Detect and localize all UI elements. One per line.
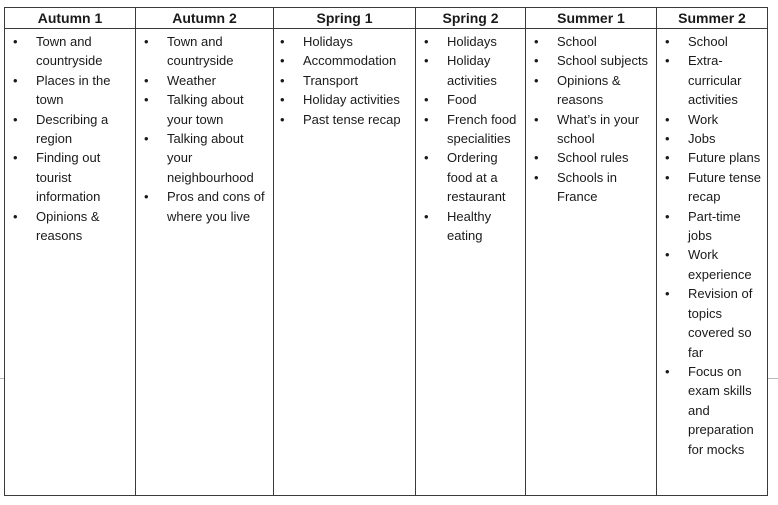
- topic-item: • Jobs: [688, 129, 763, 148]
- topic-item: • Finding out tourist information: [36, 148, 129, 206]
- topic-item: • Work: [688, 110, 763, 129]
- topic-list-autumn-2: [167, 29, 269, 226]
- topic-item: • Opinions & reasons: [36, 207, 129, 246]
- topic-item: • School: [557, 32, 652, 51]
- topics-cell-spring-1: [274, 29, 416, 496]
- topics-cell-autumn-1: [5, 29, 136, 496]
- topic-item: • Transport: [303, 71, 411, 90]
- topic-item: • School rules: [557, 148, 652, 167]
- topic-item: • Ordering food at a restaurant: [447, 148, 521, 206]
- topic-item: • Places in the town: [36, 71, 129, 110]
- topic-item: • Past tense recap: [303, 110, 411, 129]
- topic-item: • Town and countryside: [36, 32, 129, 71]
- column-heading-autumn-1: Autumn 1: [5, 8, 136, 29]
- topic-item: • Holiday activities: [447, 51, 521, 90]
- column-heading-spring-1: Spring 1: [274, 8, 416, 29]
- topic-item: • Pros and cons of where you live: [167, 187, 269, 226]
- topic-item: • Holidays: [303, 32, 411, 51]
- column-heading-summer-1: Summer 1: [526, 8, 657, 29]
- header-row: [5, 8, 768, 29]
- topic-item: • Extra-curricular activities: [688, 51, 763, 109]
- topic-item: • Future tense recap: [688, 168, 763, 207]
- topics-cell-spring-2: [416, 29, 526, 496]
- topics-cell-summer-1: [526, 29, 657, 496]
- topic-list-autumn-1: [36, 29, 129, 245]
- topic-item: • School: [688, 32, 763, 51]
- topic-item: • Part-time jobs: [688, 207, 763, 246]
- topic-item: • Holidays: [447, 32, 521, 51]
- topic-item: • Talking about your neighbourhood: [167, 129, 269, 187]
- topic-item: • Weather: [167, 71, 269, 90]
- topic-item: • Holiday activities: [303, 90, 411, 109]
- curriculum-table: [4, 7, 768, 496]
- topic-item: • Talking about your town: [167, 90, 269, 129]
- topic-item: • Opinions & reasons: [557, 71, 652, 110]
- column-heading-summer-2: Summer 2: [657, 8, 768, 29]
- topic-list-summer-1: [557, 29, 652, 207]
- topic-item: • Focus on exam skills and preparation for mocks: [688, 362, 763, 459]
- topic-list-spring-2: [447, 29, 521, 245]
- topic-item: • Accommodation: [303, 51, 411, 70]
- topic-item: • Work experience: [688, 245, 763, 284]
- column-heading-spring-2: Spring 2: [416, 8, 526, 29]
- topic-item: • What’s in your school: [557, 110, 652, 149]
- topic-item: • Schools in France: [557, 168, 652, 207]
- topic-item: • Town and countryside: [167, 32, 269, 71]
- column-heading-autumn-2: Autumn 2: [136, 8, 274, 29]
- topics-cell-autumn-2: [136, 29, 274, 496]
- topic-list-summer-2: [688, 29, 763, 459]
- topics-row: [5, 29, 768, 496]
- topic-item: • French food specialities: [447, 110, 521, 149]
- topic-item: • School subjects: [557, 51, 652, 70]
- topic-item: • Healthy eating: [447, 207, 521, 246]
- topic-list-spring-1: [303, 29, 411, 129]
- topic-item: • Describing a region: [36, 110, 129, 149]
- topic-item: • Revision of topics covered so far: [688, 284, 763, 362]
- topic-item: • Food: [447, 90, 521, 109]
- page-rule-right: [768, 378, 778, 379]
- topics-cell-summer-2: [657, 29, 768, 496]
- topic-item: • Future plans: [688, 148, 763, 167]
